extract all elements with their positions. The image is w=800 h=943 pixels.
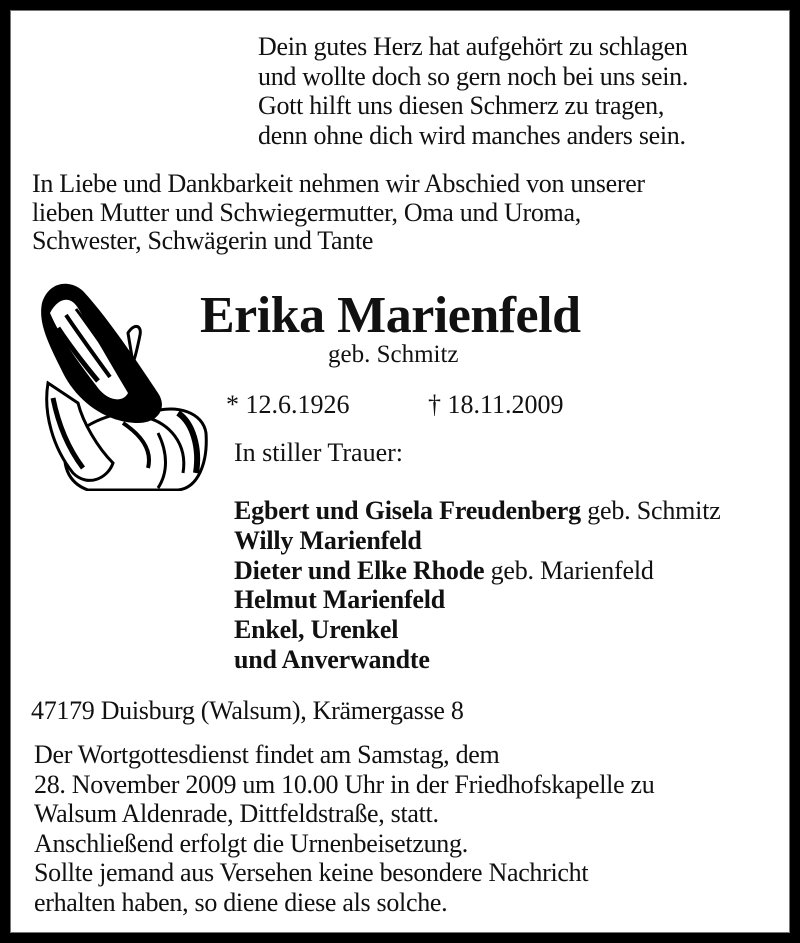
birth-date: * 12.6.1926	[226, 390, 350, 419]
praying-hands-icon	[28, 273, 210, 491]
service-line: Der Wortgottesdienst findet am Samstag, dem	[34, 740, 500, 769]
deceased-name: Erika Marienfeld	[200, 287, 581, 344]
mourning-label: In stiller Trauer:	[234, 438, 403, 467]
mourner-entry	[234, 526, 721, 556]
mourner-names: Helmut Marienfeld	[234, 585, 446, 615]
poem-line: Dein gutes Herz hat aufgehört zu schlagen	[258, 32, 688, 61]
mourner-entry	[234, 615, 721, 645]
mourner-note: geb. Schmitz	[580, 496, 721, 525]
service-info	[34, 740, 655, 917]
farewell-intro	[32, 170, 645, 256]
service-line: Sollte jemand aus Versehen keine besondere Nachricht	[34, 858, 589, 887]
mourner-names: und Anverwandte	[234, 644, 430, 674]
intro-line: Schwester, Schwägerin und Tante	[32, 226, 374, 255]
mourner-names: Willy Marienfeld	[234, 525, 422, 555]
obituary-notice	[10, 10, 790, 933]
intro-line: lieben Mutter und Schwiegermutter, Oma und Uroma,	[32, 197, 581, 227]
intro-line: In Liebe und Dankbarkeit nehmen wir Abschied von unserer	[32, 169, 645, 198]
mourner-entry	[234, 556, 721, 586]
mourner-note: geb. Marienfeld	[484, 555, 654, 585]
mourner-entry	[234, 496, 721, 526]
service-line: Anschließend erfolgt die Urnenbeisetzung.	[34, 828, 468, 858]
mourner-names: Enkel, Urenkel	[234, 615, 399, 645]
service-line: 28. November 2009 um 10.00 Uhr in der Friedhofskapelle zu	[34, 769, 655, 799]
service-line: Walsum Aldenrade, Dittfeldstraße, statt.	[34, 799, 439, 828]
mourner-names: Egbert und Gisela Freudenberg	[234, 496, 581, 525]
maiden-name: geb. Schmitz	[328, 341, 459, 368]
mourner-entry	[234, 585, 721, 615]
poem	[258, 32, 688, 150]
mourner-names: Dieter und Elke Rhode	[234, 555, 485, 585]
poem-line: denn ohne dich wird manches anders sein.	[258, 120, 686, 150]
service-line: erhalten haben, so diene diese als solche.	[34, 887, 448, 917]
address: 47179 Duisburg (Walsum), Krämergasse 8	[31, 696, 464, 725]
poem-line: und wollte doch so gern noch bei uns sein.	[258, 61, 689, 91]
poem-line: Gott hilft uns diesen Schmerz zu tragen,	[258, 91, 665, 120]
mourner-entry	[234, 645, 721, 675]
mourners-list	[234, 496, 721, 675]
death-date: † 18.11.2009	[428, 390, 564, 419]
